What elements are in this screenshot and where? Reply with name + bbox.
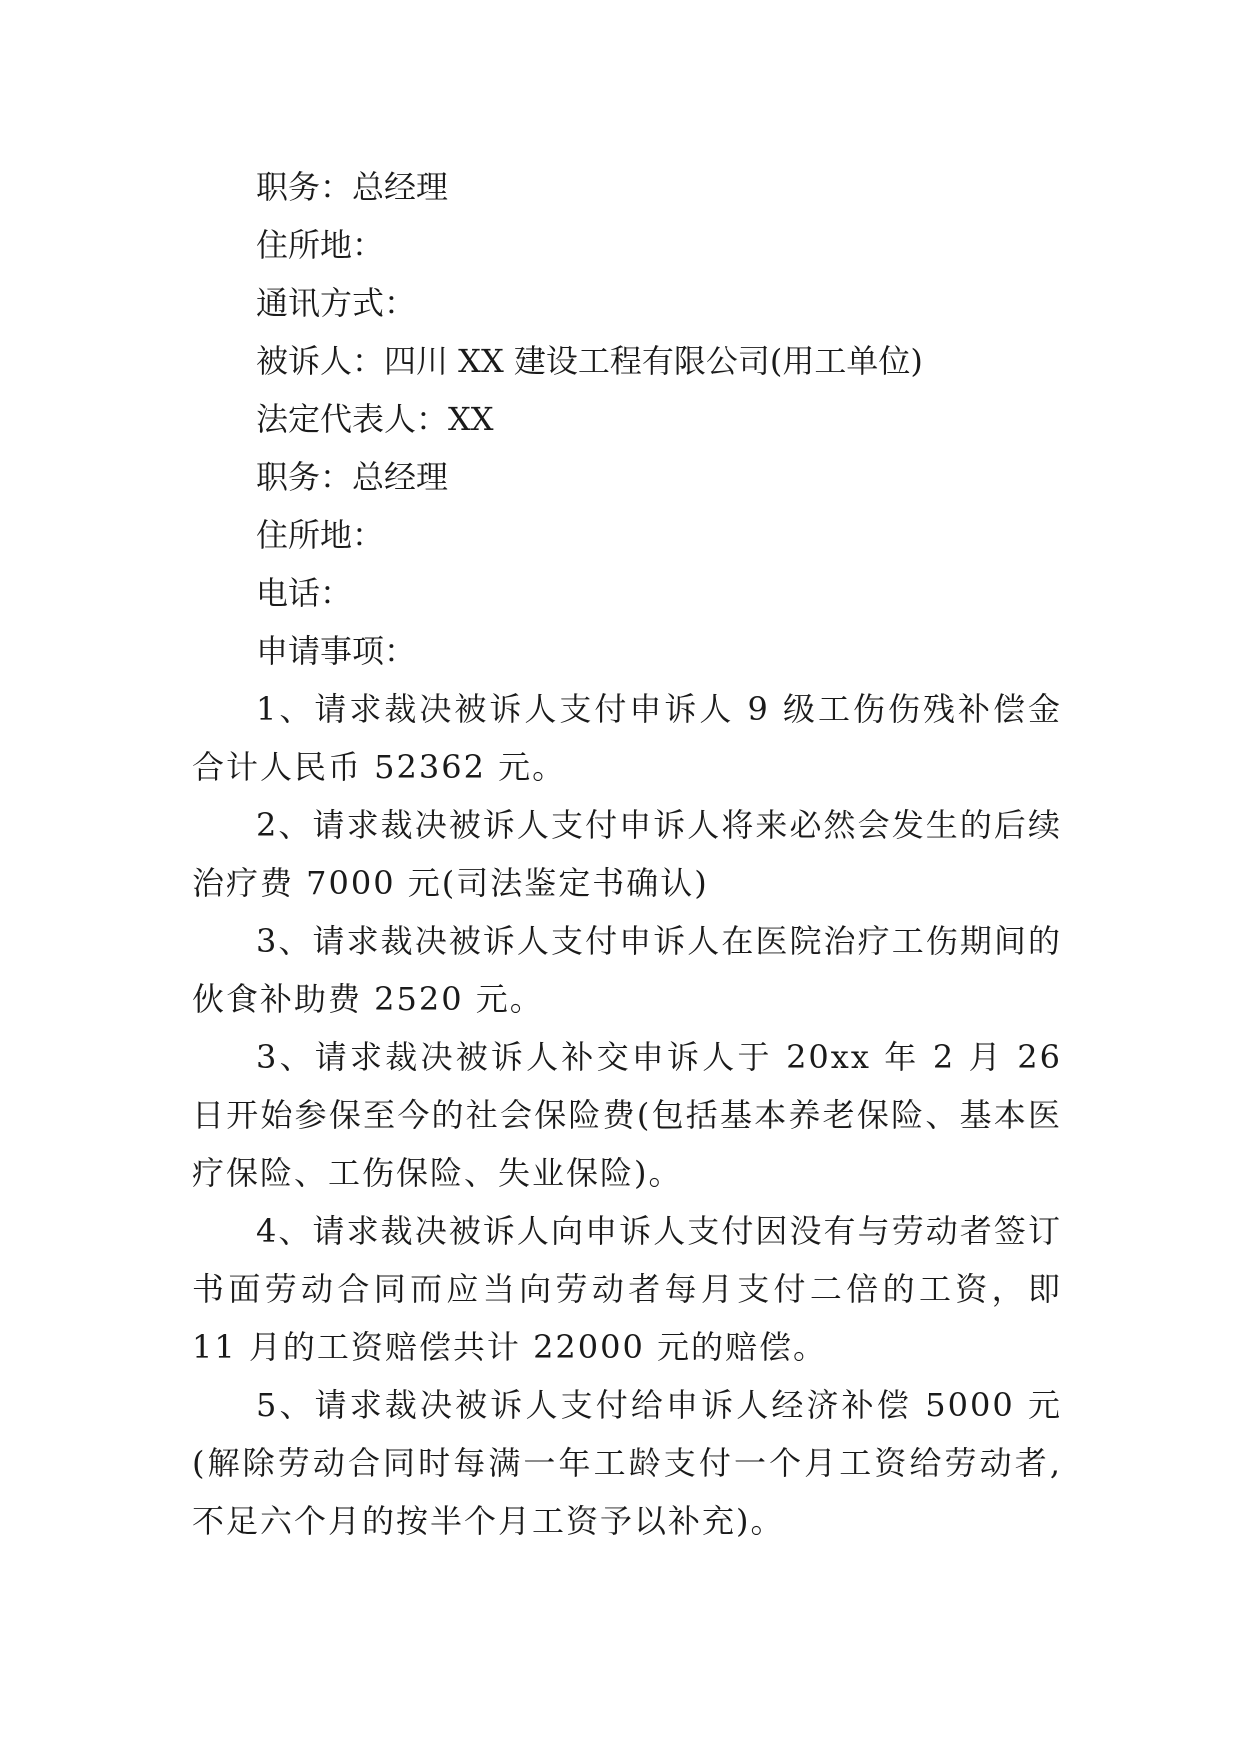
respondent-address-line: 住所地： bbox=[256, 516, 385, 554]
claim-item-3b: 3、请求裁决被诉人补交申诉人于 20xx 年 2 月 26 日开始参保至今的社会保险费(包括基本养老保险、基本医疗保险、工伤保险、失业保险)。 bbox=[192, 1038, 1062, 1192]
address-line: 住所地： bbox=[256, 226, 385, 264]
claims-heading: 申请事项： bbox=[256, 632, 417, 670]
respondent-position-line: 职务：总经理 bbox=[256, 458, 449, 496]
phone-line: 电话： bbox=[256, 574, 353, 612]
claim-item-2: 2、请求裁决被诉人支付申诉人将来必然会发生的后续治疗费 7000 元(司法鉴定书确认) bbox=[192, 806, 1062, 902]
position-line: 职务：总经理 bbox=[256, 168, 449, 206]
document-body bbox=[192, 158, 1062, 1550]
claim-item-1: 1、请求裁决被诉人支付申诉人 9 级工伤伤残补偿金合计人民币 52362 元。 bbox=[192, 690, 1062, 786]
claim-item-4: 4、请求裁决被诉人向申诉人支付因没有与劳动者签订书面劳动合同而应当向劳动者每月支付二倍的工资，即 11 月的工资赔偿共计 22000 元的赔偿。 bbox=[192, 1212, 1062, 1366]
claim-item-5: 5、请求裁决被诉人支付给申诉人经济补偿 5000 元(解除劳动合同时每满一年工龄支付一个月工资给劳动者,不足六个月的按半个月工资予以补充)。 bbox=[192, 1386, 1062, 1540]
legal-representative-line: 法定代表人：XX bbox=[256, 400, 494, 438]
claim-item-3: 3、请求裁决被诉人支付申诉人在医院治疗工伤期间的伙食补助费 2520 元。 bbox=[192, 922, 1062, 1018]
contact-line: 通讯方式： bbox=[256, 284, 417, 322]
respondent-line: 被诉人：四川 XX 建设工程有限公司(用工单位) bbox=[256, 342, 923, 380]
